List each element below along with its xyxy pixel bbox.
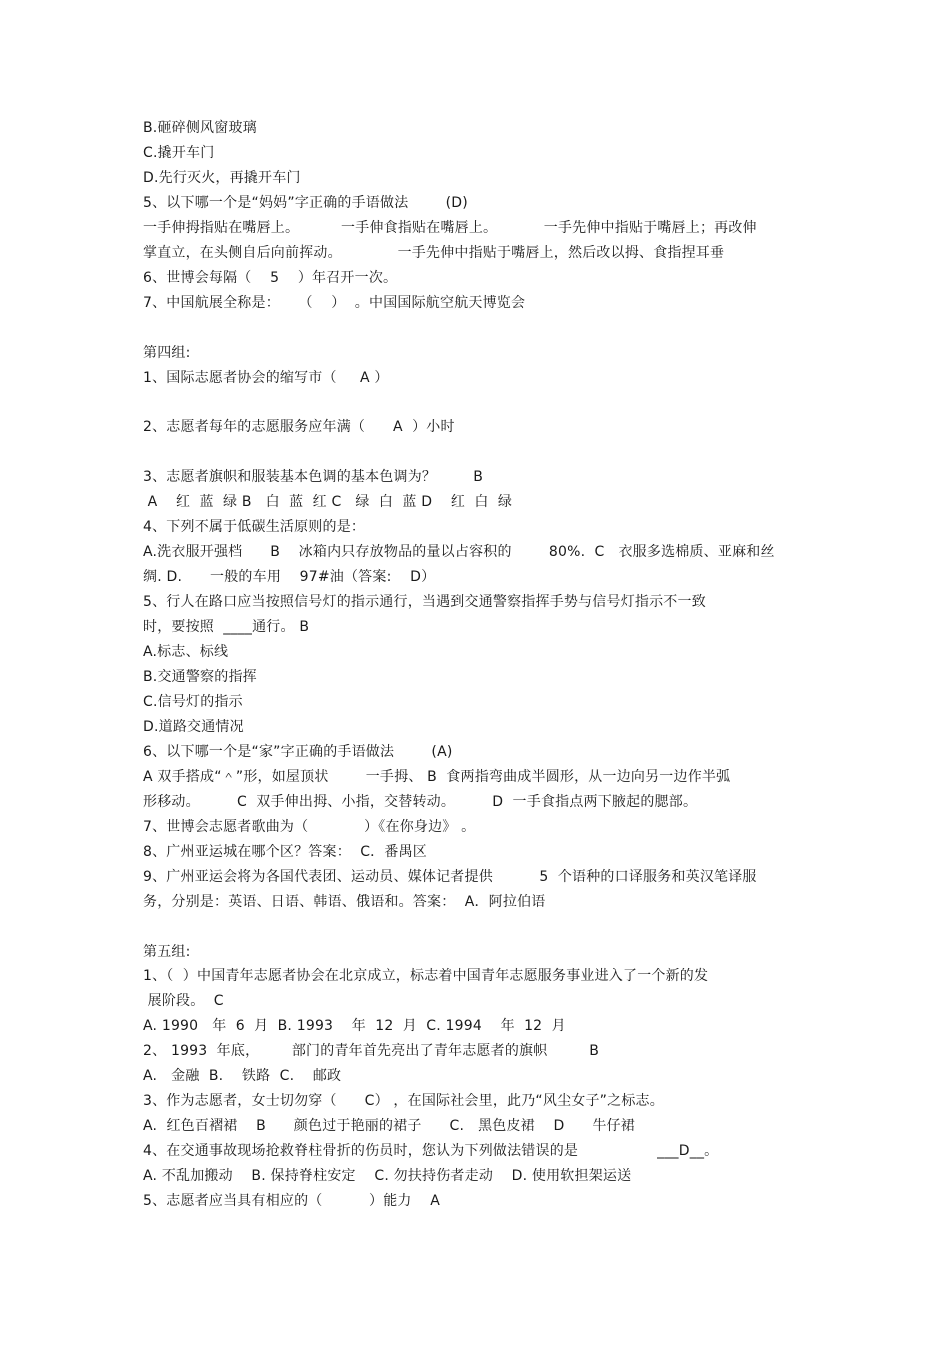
- text-line: 一手伸拇指贴在嘴唇上。 一手伸食指贴在嘴唇上。 一手先伸中指贴于嘴唇上；再改伸: [143, 220, 757, 236]
- text-line: 7、世博会志愿者歌曲为（ ）《在你身边》 。: [143, 819, 476, 835]
- text-line: B.砸碎侧风窗玻璃: [143, 120, 257, 136]
- text-line: A 红 蓝 绿 B 白 蓝 红 C 绿 白 蓝 D 红 白 绿: [143, 494, 513, 510]
- text-line: A. 1990 年 6 月 B. 1993 年 12 月 C. 1994 年 12 月: [143, 1018, 566, 1034]
- text-line: A 双手搭成“＾”形，如屋顶状 一手拇、 B 食两指弯曲成半圆形，从一边向另一边作半弧: [143, 769, 731, 785]
- text-line: 1、国际志愿者协会的缩写市（ A ）: [143, 370, 389, 386]
- text-line: 5、行人在路口应当按照信号灯的指示通行，当遇到交通警察指挥手势与信号灯指示不一致: [143, 594, 706, 610]
- text-line: 绸. D. 一般的车用 97#油（答案: D）: [143, 569, 436, 585]
- text-line: 5、志愿者应当具有相应的（ ）能力 A: [143, 1193, 440, 1209]
- text-line: D.先行灭火，再撬开车门: [143, 170, 301, 186]
- text-line: 5、以下哪一个是“妈妈”字正确的手语做法 (D): [143, 195, 468, 211]
- text-line: C.撬开车门: [143, 145, 215, 161]
- text-line: 2、 1993 年底， 部门的青年首先亮出了青年志愿者的旗帜 B: [143, 1043, 600, 1059]
- text-line: B.交通警察的指挥: [143, 669, 257, 685]
- text-line: A. 红色百褶裙 B 颜色过于艳丽的裙子 C. 黑色皮裙 D 牛仔裙: [143, 1118, 635, 1134]
- text-line: 3、作为志愿者，女士切勿穿（ C） ，在国际社会里，此乃“风尘女子”之标志。: [143, 1093, 664, 1109]
- text-line: 形移动。 C 双手伸出拇、小指，交替转动。 D 一手食指点两下腋起的腮部。: [143, 794, 698, 810]
- text-line: 8、广州亚运城在哪个区？答案： C．番禺区: [143, 844, 427, 860]
- section-heading: 第五组:: [143, 944, 191, 960]
- text-line: 2、志愿者每年的志愿服务应年满（ A ）小时: [143, 419, 455, 435]
- text-line: 务，分别是：英语、日语、韩语、俄语和。答案： A．阿拉伯语: [143, 894, 546, 910]
- text-line: 1、（ ）中国青年志愿者协会在北京成立，标志着中国青年志愿服务事业进入了一个新的发: [143, 968, 709, 984]
- text-line: A. 不乱加搬动 B. 保持脊柱安定 C. 勿扶持伤者走动 D. 使用软担架运送: [143, 1168, 632, 1184]
- text-line: 6、以下哪一个是“家”字正确的手语做法 (A): [143, 744, 453, 760]
- text-line: 掌直立，在头侧自后向前挥动。 一手先伸中指贴于嘴唇上，然后改以拇、食指捏耳垂: [143, 245, 725, 261]
- text-line: D.道路交通情况: [143, 719, 244, 735]
- text-line: 4、下列不属于低碳生活原则的是：: [143, 519, 366, 535]
- text-line: C.信号灯的指示: [143, 694, 243, 710]
- text-line: 展阶段。 C: [143, 993, 224, 1009]
- text-line: 9、广州亚运会将为各国代表团、运动员、媒体记者提供 5 个语种的口译服务和英汉笔译服: [143, 869, 757, 885]
- text-line: 时，要按照 ____通行。 B: [143, 619, 310, 635]
- text-line: A.洗衣服开强档 B 冰箱内只存放物品的量以占容积的 80%. C 衣服多选棉质、亚麻和丝: [143, 544, 775, 560]
- section-heading: 第四组:: [143, 345, 191, 361]
- text-line: 4、在交通事故现场抢救脊柱骨折的伤员时，您认为下列做法错误的是 ___D__。: [143, 1143, 719, 1159]
- text-line: 6、世博会每隔（ 5 ）年召开一次。: [143, 270, 398, 286]
- text-line: 7、中国航展全称是： （ ） 。中国国际航空航天博览会: [143, 295, 526, 311]
- text-line: A. 金融 B. 铁路 C. 邮政: [143, 1068, 342, 1084]
- text-line: A.标志、标线: [143, 644, 229, 660]
- text-line: 3、志愿者旗帜和服装基本色调的基本色调为？ B: [143, 469, 484, 485]
